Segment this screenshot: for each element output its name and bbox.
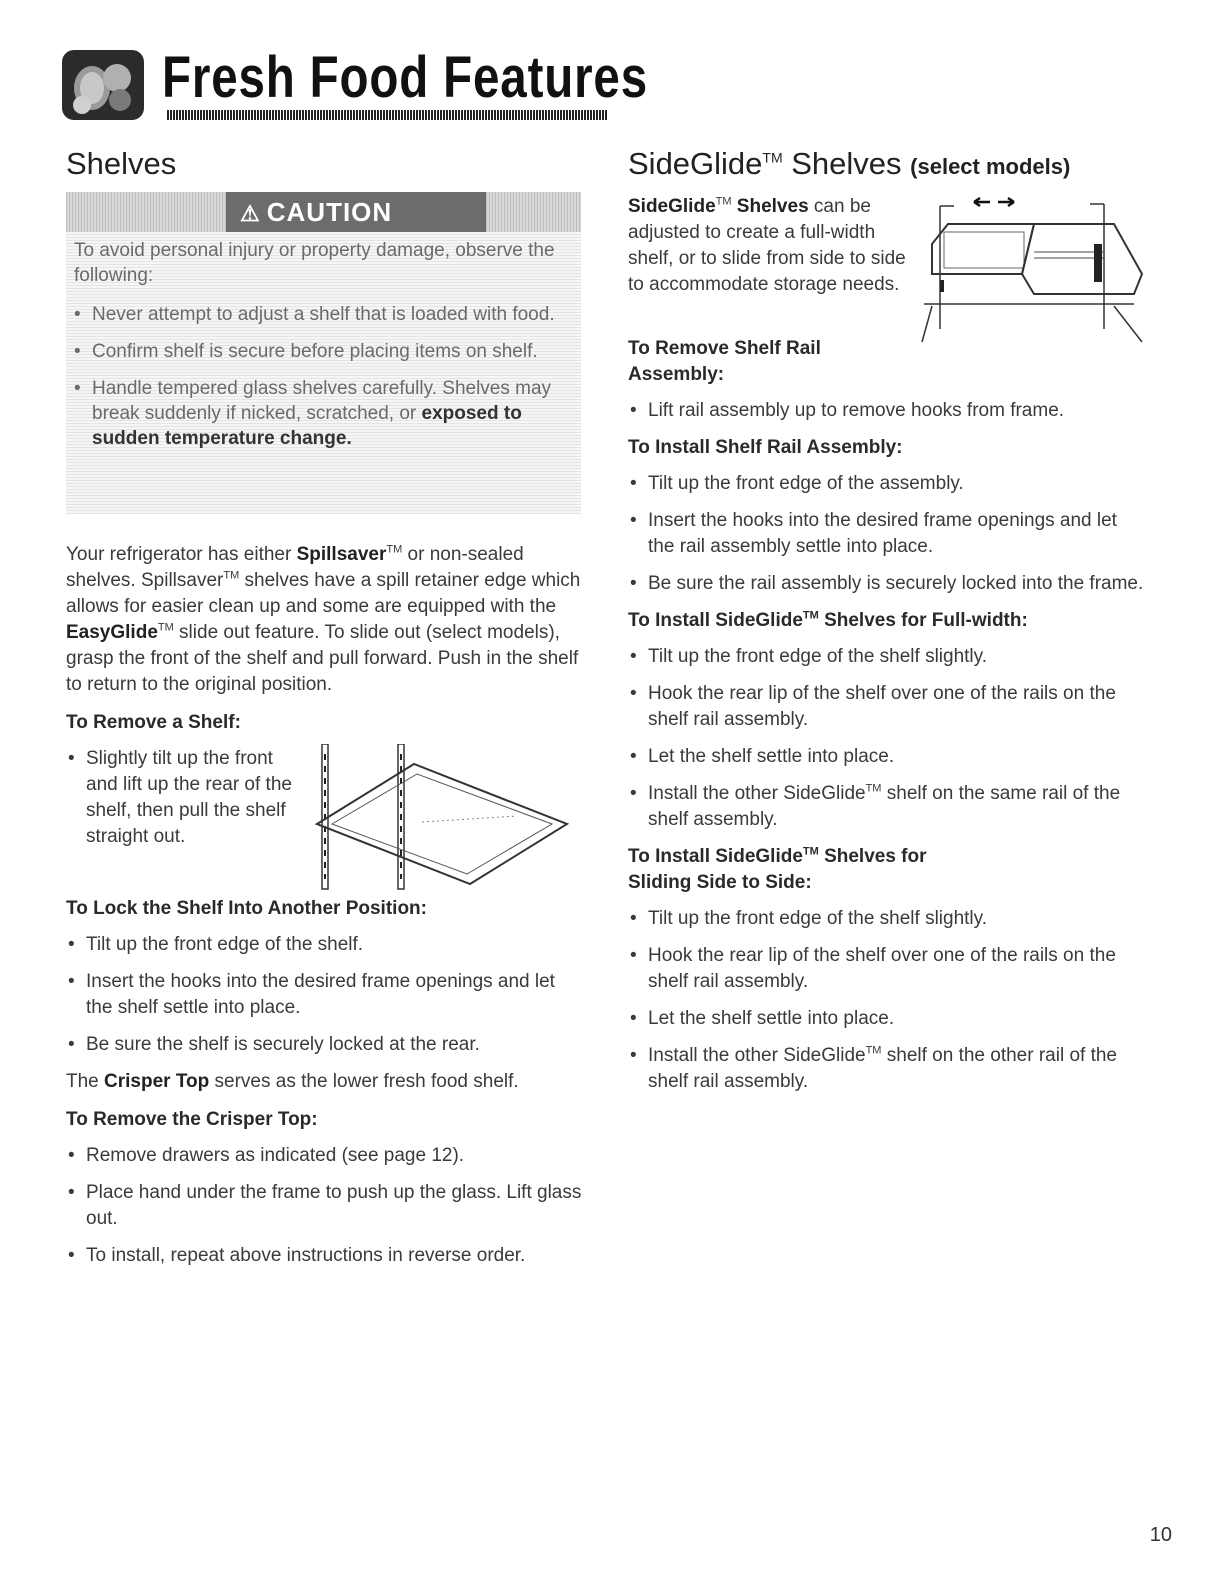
sliding-title: To Install SideGlide™ Shelves for Sliding Side to Side: [628,845,927,893]
caution-text [74,238,569,463]
list-item: • To install, repeat above instructions in reverse order. [68,1245,526,1266]
caution-item: • Confirm shelf is secure before placing items on shelf. [74,341,538,362]
list-item: • Let the shelf settle into place. [630,746,895,767]
header-rule [167,110,607,120]
shelf-removal-illustration [302,744,592,894]
list-item: • Slightly tilt up the front and lift up the rear of the shelf, then pull the shelf straight out. [68,748,292,847]
shelves-heading: Shelves [66,146,177,181]
remove-crisper-title: To Remove the Crisper Top: [66,1109,318,1130]
list-item: • Tilt up the front edge of the shelf slightly. [630,908,988,929]
page-title: Fresh Food Features [162,45,648,110]
sideglide-heading: SideGlide™ Shelves (select models) [628,146,1071,181]
caution-intro: To avoid personal injury or property damage, observe the following: [74,240,555,286]
crisper-list [66,1143,586,1269]
sideglide-illustration [914,194,1146,346]
caution-item: • Never attempt to adjust a shelf that is loaded with food. [74,304,555,325]
crisper-intro: The Crisper Top serves as the lower fresh food shelf. [66,1071,519,1092]
remove-rail-list [628,398,1148,424]
list-item: • Hook the rear lip of the shelf over one of the rails on the shelf rail assembly. [630,945,1116,992]
list-item: • Insert the hooks into the desired frame openings and let the shelf settle into place. [68,971,555,1018]
sideglide-intro: SideGlide™ Shelves can be adjusted to create a full-width shelf, or to slide from side to side to accommodate storage needs. [628,195,906,295]
list-item: • Insert the hooks into the desired frame openings and let the rail assembly settle into place. [630,510,1117,557]
right-column [628,194,1148,1106]
list-item: • Be sure the shelf is securely locked at the rear. [68,1034,480,1055]
left-column [66,542,586,1280]
remove-shelf-block [66,746,586,896]
list-item: • Install the other SideGlide™ shelf on the other rail of the shelf rail assembly. [630,1044,1118,1092]
caution-bar [66,192,581,232]
list-item: • Install the other SideGlide™ shelf on the same rail of the shelf assembly. [630,782,1121,830]
full-width-list [628,644,1148,833]
lock-shelf-list [66,932,586,1058]
remove-rail-title: To Remove Shelf Rail Assembly: [628,338,821,385]
install-rail-list [628,471,1148,597]
list-item: • Remove drawers as indicated (see page 12). [68,1145,465,1166]
fresh-food-icon [62,50,144,120]
list-item: • Be sure the rail assembly is securely locked into the frame. [630,573,1144,594]
lock-shelf-title: To Lock the Shelf Into Another Position: [66,898,427,919]
list-item: • Place hand under the frame to push up the glass. Lift glass out. [68,1182,582,1229]
install-rail-title: To Install Shelf Rail Assembly: [628,437,903,458]
full-width-title: To Install SideGlide™ Shelves for Full-width: [628,609,1028,631]
page-number: 10 [1149,1524,1172,1546]
list-item: • Lift rail assembly up to remove hooks from frame. [630,400,1065,421]
warning-icon: ⚠ [240,201,261,226]
list-item: • Tilt up the front edge of the shelf. [68,934,364,955]
sliding-list [628,906,1148,1095]
caution-bold-text: exposed to sudden temperature change. [92,403,522,449]
sideglide-intro-block [628,194,1148,334]
list-item: • Tilt up the front edge of the shelf slightly. [630,646,988,667]
caution-box [66,192,581,514]
caution-label: ⚠ CAUTION [226,192,486,232]
list-item: • Hook the rear lip of the shelf over one of the rails on the shelf rail assembly. [630,683,1116,730]
list-item: • Tilt up the front edge of the assembly. [630,473,964,494]
remove-shelf-title: To Remove a Shelf: [66,712,241,733]
shelves-intro: Your refrigerator has either Spillsaver™ or non-sealed shelves. Spillsaver™ shelves have a spill retainer edge which allows for easier clean up and some are equipped with the EasyGlide™ slide out feature. To slide out (select models), grasp the front of the shelf and pull forward. Push in the shelf to return to the original position. [66,543,581,695]
caution-item: • Handle tempered glass shelves carefully. Shelves may break suddenly if nicked, scratched, or exposed to sudden temperature change. [74,378,552,449]
page-header [62,44,648,124]
list-item: • Let the shelf settle into place. [630,1008,895,1029]
